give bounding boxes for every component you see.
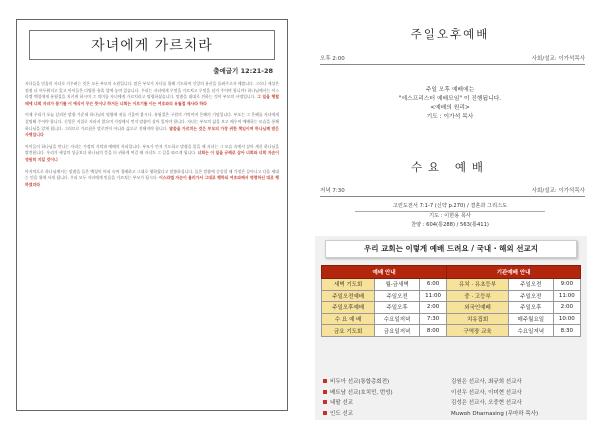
afternoon-host: 사회/설교: 이가석목사	[531, 56, 585, 62]
afternoon-notice: 주일 오후 예배에는 "에스프리스터 예배모임" 이 진행됩니다. <예배의 원리> 기도 : 이가석 목사	[398, 87, 502, 120]
schedule-panel	[315, 236, 587, 420]
wednesday-order	[300, 202, 600, 231]
mission-list	[323, 376, 581, 418]
sermon-highlight: 너희는 이 일을 규례로 삼아 너희와 너희 자손이 영원히 지킬 것이니	[25, 150, 279, 162]
sermon-box	[16, 19, 288, 411]
wednesday-scripture: 고린도전서 7:1-7 (신약 p.270) / 결혼과 그리스도	[392, 203, 508, 209]
schedule-table	[321, 265, 581, 337]
afternoon-time: 오후 2:00	[320, 56, 345, 62]
table-row: 금요 기도회 금요일저녁 8:00 구역장 교육 수요일저녁 8:30	[322, 325, 581, 337]
wednesday-time: 저녁 7:30	[320, 188, 345, 194]
list-item: 베트남 선교(호치민, 번엉) 이선우 선교사, 이미현 선교사	[323, 387, 581, 398]
afternoon-worship-title: 주일오후예배	[410, 27, 490, 41]
divider	[320, 196, 585, 197]
bullet-square-icon	[323, 379, 327, 383]
sermon-paragraph: 자녀들을 믿음의 자녀로 키우려는 것은 모든 부모의 소원입니다. 많은 부모가 자녀를 위해 기도하며 신앙의 유산을 물려주고자 애씁니다. 그러나 세상은 점점 더 어두워지고 있고 아이들은 다양한 유혹 앞에 놓여 있습니다. 우리는 자녀에게 무엇을 가르치고 무엇을 남겨 주어야 합니까? 하나님께서는 이스라엘 백성에게 유월절을 지키게 하시며 그 의미를 자녀에게 가르치라고 명령하셨습니다. 말씀을 대대로 전하는 것이 부모의 사명입니다. 그 일을 행할 때에 너희 자녀가 묻기를 이 예식이 무슨 뜻이냐 하거든 너희는 이르기를 이는 여호와의 유월절 제사라 하라	[25, 81, 279, 106]
sermon-highlight: 말씀을 가르치는 것은 부모의 가장 귀한 책임이며 하나님께 받은 사명입니다	[25, 125, 279, 138]
list-item: 인도 선교 Muwoh Dharnasing (무마하 목사)	[323, 408, 581, 419]
dept-schedule-header: 기관예배 안내	[447, 266, 581, 279]
mission-title: 우리 교회는 이렇게 예배 드려요 / 국내 · 해외 선교지	[325, 240, 577, 258]
sermon-paragraph: 아이들이 하나님을 만나는 자리는 가정의 식탁과 예배의 자리입니다. 부모가 먼저 기도하고 말씀을 읽을 때 자녀는 그 모습 속에서 살아 계신 하나님을 발견합니다. 우리가 세상의 성공보다 하나님의 뜻을 더 귀하게 여길 때 자녀도 그 길을 따르게 됩니다. 너희는 이 일을 규례로 삼아 너희와 너희 자손이 영원히 지킬 것이니	[25, 143, 279, 162]
afternoon-meta	[320, 54, 585, 62]
bullet-square-icon	[323, 390, 327, 394]
table-row: 새벽 기도회 월-금새벽 6:00 유치 · 유초등부 주일오전 9:00	[322, 279, 581, 291]
sermon-title: 자녀에게 가르치라	[29, 30, 275, 60]
sermon-reference: 출애굽기 12:21-28	[213, 67, 273, 75]
table-row: 수 요 예 배 수요일저녁 7:30 치유집회 매주월요일 10:00	[322, 313, 581, 325]
table-row: 주일오후예배 주일오후 2:00 외국인예배 주일오후 2:00	[322, 302, 581, 314]
table-row: 주일오전예배 주일오전 11:00 중 · 고등부 주일오전 11:00	[322, 290, 581, 302]
sermon-paragraph: 마지막으로 하나님께서는 말씀을 들은 백성이 머리 숙여 경배하고 그대로 행하였다고 말씀하십니다. 들은 말씀에 순종할 때 가정은 살아나고 다음 세대는 믿음 위에 서게 됩니다. 우리 모두 자녀에게 믿음을 가르치는 부모가 됩시다. 이스라엘 자손이 물러가서 그대로 행하되 여호와께서 명령하신 대로 행하였더라	[25, 168, 279, 187]
wednesday-meta	[320, 186, 585, 194]
divider	[320, 64, 585, 65]
sermon-paragraph: 이제 우리가 오늘 살펴본 말씀 가운데 하나님의 명령에 귀를 기울여 봅시다. 유월절은 구원의 기억이며 은혜의 기념입니다. 부모는 그 은혜를 자녀에게 설명해 주어야 합니다. 신앙은 저절로 자라지 않으며 가정에서 먼저 말씀이 살아 있어야 합니다. 자녀는 부모의 삶을 보고 배우며 예배하는 모습을 통해 하나님을 알게 됩니다. 그러므로 가르침은 말로만이 아니라 삶으로 전해져야 합니다. 말씀을 가르치는 것은 부모의 가장 귀한 책임이며 하나님께 받은 사명입니다	[25, 112, 279, 138]
bullet-square-icon	[323, 400, 327, 404]
list-item: 비두아 선교(통합총회전) 김원은 선교사, 최규희 선교사	[323, 376, 581, 387]
sermon-highlight: 이스라엘 자손이 물러가서 그대로 행하되 여호와께서 명령하신 대로 행하였더라	[25, 175, 279, 187]
list-item: 네팔 선교 김성은 선교사, 오중현 선교사	[323, 397, 581, 408]
wednesday-host: 사회/설교: 이가석목사	[531, 188, 585, 194]
sermon-body	[25, 81, 279, 403]
wednesday-worship-title: 수요 예배	[410, 160, 490, 174]
wednesday-hymns: 찬양 : 604(통288) / 563(통411)	[411, 222, 489, 228]
wednesday-prayer: 기도 : 이한용 목사	[429, 212, 471, 219]
bullet-square-icon	[323, 411, 327, 415]
sermon-highlight: 그 일을 행할 때에 너희 자녀가 묻기를 이 예식이 무슨 뜻이냐 하거든 너희는 이르기를 이는 여호와의 유월절 제사라 하라	[25, 94, 279, 106]
right-page	[300, 0, 600, 424]
worship-schedule-header: 예배 안내	[322, 266, 447, 279]
divider	[355, 211, 545, 212]
